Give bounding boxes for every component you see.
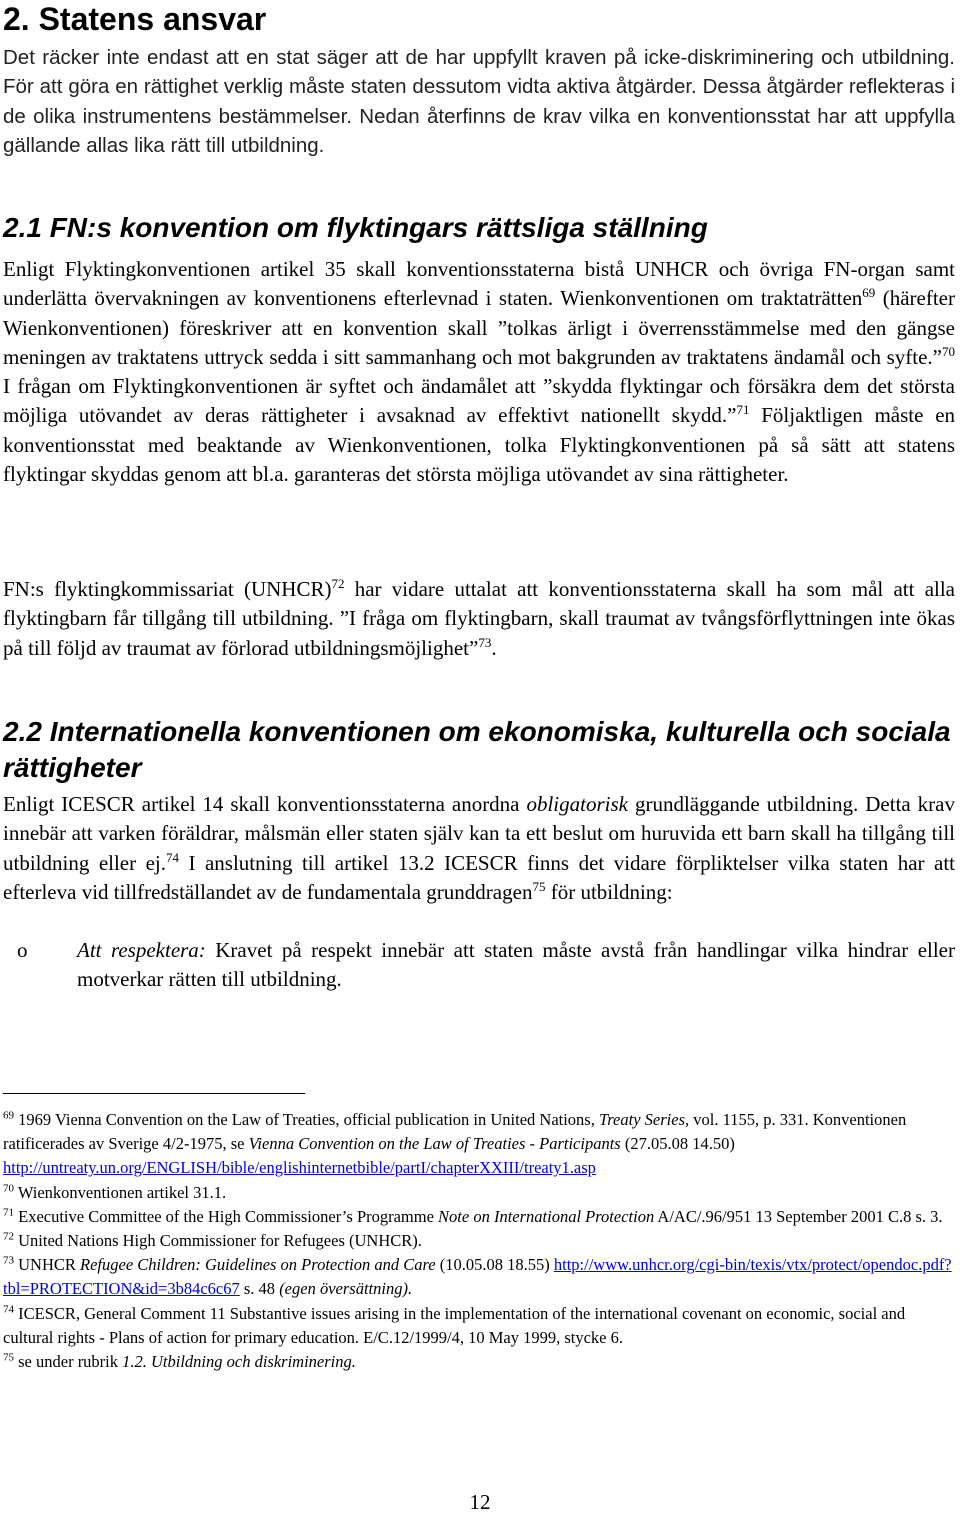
intro-paragraph: Det räcker inte endast att en stat säger att de har uppfyllt kraven på icke-diskriminering och utbildning. För att göra en rättighet verklig måste staten dessutom vidta aktiva åtgärder. Dessa åtgärder reflekteras i de olika instrumentens bestämmelser. Nedan återfinns de krav vilka en konventionsstat har att uppfylla gällande allas lika rätt till utbildning. — [3, 46, 955, 157]
text-run: Enligt Flyktingkonventionen artikel 35 skall konventionsstaterna bistå UNHCR och övriga FN-organ samt underlätta övervakningen av konventionens efterlevnad i staten. Wienkonventionen om traktaträtten — [3, 257, 955, 311]
subsection-2-1-paragraph-2 — [3, 575, 955, 663]
text-run-italic: Refugee Children: Guidelines on Protection and Care — [80, 1255, 436, 1275]
footnote-ref-74[interactable]: 74 — [166, 849, 180, 865]
text-run: 1969 Vienna Convention on the Law of Treaties, official publication in United Nations, — [14, 1110, 599, 1129]
footnote-number: 73 — [3, 1254, 14, 1267]
subsection-2-2-heading — [3, 714, 955, 786]
subsection-2-2-paragraph-1 — [3, 790, 955, 907]
footnote-ref-70[interactable]: 70 — [942, 343, 955, 359]
text-run: ICESCR, General Comment 11 Substantive issues arising in the implementation of the international covenant on economic, social and cultural rights - Plans of action for primary education. E/C.12/1999/4, 10 May 1999, stycke 6. — [3, 1303, 906, 1347]
bullet-marker: o — [17, 938, 28, 962]
footnote-73 — [3, 1253, 955, 1301]
page-number: 12 — [469, 1490, 491, 1514]
footnote-73-link[interactable]: http://www.unhcr.org/cgi-bin/texis/vtx/protect/opendoc.pdf?tbl=PROTECTION&id=3b84c6c67 — [3, 1255, 952, 1299]
footnote-ref-73[interactable]: 73 — [478, 634, 492, 650]
text-run: Kravet på respekt innebär att staten måste avstå från handlingar vilka hindrar eller motverkar rätten till utbildning. — [77, 938, 955, 992]
text-run: A/AC/.96/951 13 September 2001 C.8 s. 3. — [654, 1206, 943, 1226]
footnote-ref-71[interactable]: 71 — [736, 402, 750, 418]
text-run: s. 48 — [239, 1279, 280, 1299]
footnote-separator — [3, 1093, 305, 1094]
footnote-number: 70 — [3, 1182, 14, 1195]
footnote-number: 74 — [3, 1303, 14, 1316]
footnotes — [3, 1108, 955, 1374]
footnote-74 — [3, 1302, 955, 1350]
text-run: (härefter Wienkonventionen) föreskriver att en konvention skall ”tolkas ärligt i överrensstämmelse med den gängse meningen av traktatens uttryck sedda i sitt sammanhang och mot bakgrunden av traktatens ändamål och syfte.” — [3, 286, 955, 369]
footnote-69 — [3, 1108, 955, 1181]
text-run: UNHCR — [14, 1255, 81, 1275]
footnote-ref-75[interactable]: 75 — [532, 878, 546, 894]
subsection-2-1-heading — [3, 212, 708, 244]
footnote-75 — [3, 1350, 955, 1374]
bullet-lead: Att respektera: — [77, 938, 206, 962]
footnote-71 — [3, 1205, 955, 1229]
text-run: I frågan om Flyktingkonventionen är syftet och ändamålet att ”skydda flyktingar och försäkra dem det största möjliga utövandet av deras rättigheter i avsaknad av effektivt nationellt skydd.” — [3, 374, 955, 428]
footnote-number: 72 — [3, 1230, 14, 1243]
text-run: I anslutning till artikel 13.2 ICESCR finns det vidare förpliktelser vilka staten har att efterleva vid tillfredställandet av de fundamentala grunddragen — [3, 850, 955, 904]
footnote-number: 71 — [3, 1206, 14, 1219]
subsection-2-1-title: 2.1 FN:s konvention om flyktingars rättsliga ställning — [3, 212, 708, 243]
text-run: Wienkonventionen artikel 31.1. — [14, 1182, 227, 1202]
subsection-2-2-title: 2.2 Internationella konventionen om ekonomiska, kulturella och sociala rättigheter — [3, 716, 951, 783]
footnote-69-link[interactable]: http://untreaty.un.org/ENGLISH/bible/englishinternetbible/partI/chapterXXIII/treaty1.asp — [3, 1158, 596, 1178]
footnote-70 — [3, 1181, 955, 1205]
footnote-ref-72[interactable]: 72 — [331, 576, 345, 591]
footnote-number: 75 — [3, 1351, 14, 1364]
bullet-text — [77, 936, 955, 995]
text-run: (27.05.08 14.50) — [620, 1134, 735, 1154]
text-run: Executive Committee of the High Commissioner’s Programme — [14, 1206, 439, 1226]
text-run-italic: Note on International Protection — [438, 1206, 655, 1226]
text-run: har vidare uttalat att konventionsstaterna skall ha som mål att alla flyktingbarn får tillgång till utbildning. ”I fråga om flyktingbarn, skall traumat av tvångsförflyttningen inte ökas på till följd av traumat av förlorad utbildningsmöjlighet” — [3, 577, 955, 660]
text-run: Följaktligen måste en konventionsstat med beaktande av Wienkonventionen, tolka Flyktingkonventionen på så sätt att statens flyktingar skyddas genom att bl.a. garanteras det största möjliga utövandet av sina rättigheter. — [3, 403, 956, 487]
text-run: vol. 1155, p. 331. Konventionen ratificerades av Sverige 4/2-1975, se — [3, 1110, 907, 1154]
text-run: (10.05.08 18.55) — [435, 1255, 554, 1275]
text-run: grundläggande utbildning. Detta krav innebär att varken föräldrar, målsmän eller staten själv kan ta ett beslut om huruvida ett barn skall ha tillgång till utbildning eller ej. — [3, 792, 955, 875]
text-run: Enligt ICESCR artikel 14 skall konventionsstaterna anordna — [3, 792, 527, 816]
footnote-ref-69[interactable]: 69 — [862, 285, 876, 301]
section-heading: 2. Statens ansvar — [3, 1, 267, 37]
text-run-italic: Vienna Convention on the Law of Treaties - Participants — [248, 1134, 621, 1154]
emphasis-obligatorisk: obligatorisk — [526, 792, 628, 816]
text-run: United Nations High Commissioner for Refugees (UNHCR). — [14, 1231, 422, 1251]
text-run: . — [491, 635, 497, 660]
text-run: se under rubrik — [14, 1352, 123, 1372]
footnote-72 — [3, 1229, 955, 1253]
text-run-italic: Treaty Series, — [598, 1110, 690, 1129]
text-run: för utbildning: — [545, 879, 673, 904]
text-run-italic: (egen översättning). — [279, 1279, 413, 1299]
footnote-number: 69 — [3, 1109, 14, 1122]
bullet-item-respektera — [3, 936, 955, 995]
subsection-2-1-paragraph-1 — [3, 255, 955, 489]
text-run: FN:s flyktingkommissariat (UNHCR) — [3, 577, 332, 601]
text-run-italic: 1.2. Utbildning och diskriminering. — [122, 1352, 356, 1372]
